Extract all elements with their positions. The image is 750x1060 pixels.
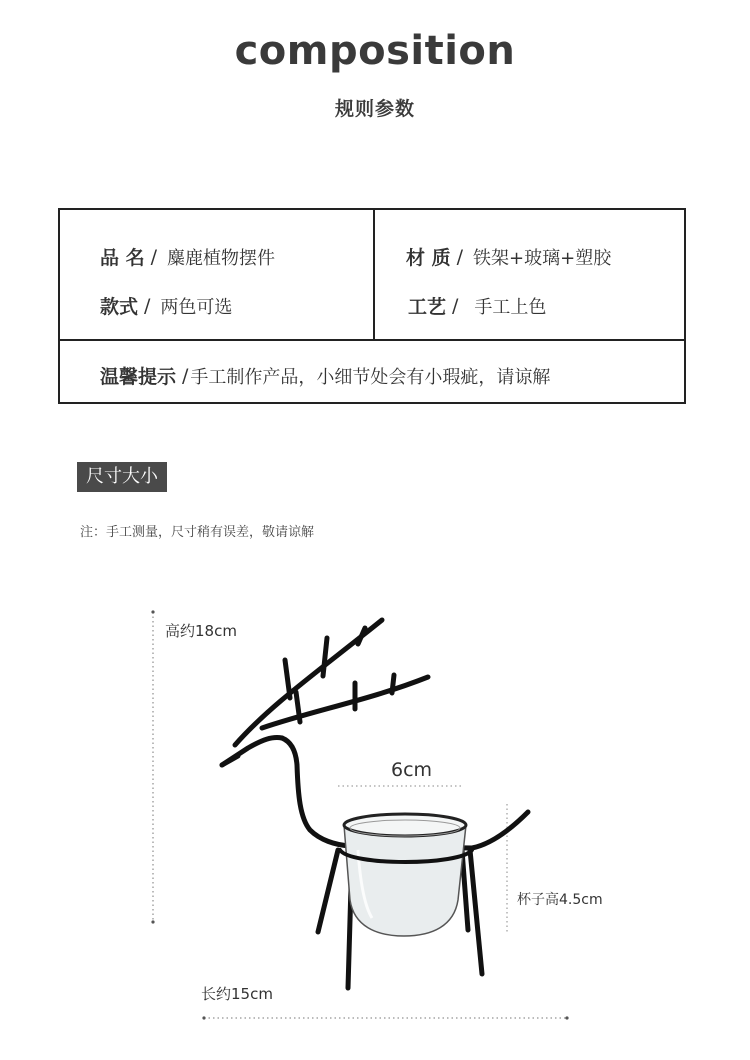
product-dimension-figure xyxy=(0,560,750,1056)
deer-candle-holder-illustration xyxy=(0,560,750,1056)
spec-row-material xyxy=(406,243,611,270)
spec-craft-key: 工艺 xyxy=(408,296,447,318)
cup-height-label: 杯子高4.5cm xyxy=(517,892,603,908)
spec-row-name xyxy=(100,243,275,270)
length-label: 长约15cm xyxy=(201,985,273,1003)
spec-row-style xyxy=(100,292,232,319)
spec-name-key: 品 名 xyxy=(100,247,145,269)
spec-tip-key: 温馨提示 xyxy=(100,366,177,388)
deer-frame xyxy=(222,620,528,988)
glass-cup xyxy=(344,814,466,936)
spec-separator: / xyxy=(182,364,189,387)
spec-table-divider-vertical xyxy=(373,210,375,339)
spec-table xyxy=(58,208,686,404)
size-section-badge: 尺寸大小 xyxy=(77,462,167,492)
page-title-en: composition xyxy=(234,28,516,74)
spec-material-key: 材 质 xyxy=(406,247,451,269)
spec-separator: / xyxy=(144,294,151,317)
spec-row-tip xyxy=(100,362,550,389)
spec-name-value: 麋鹿植物摆件 xyxy=(167,247,276,269)
spec-style-key: 款式 xyxy=(100,296,139,318)
cup-width-label: 6cm xyxy=(391,759,433,781)
measurement-note: 注：手工测量，尺寸稍有误差，敬请谅解 xyxy=(80,525,315,540)
spec-material-value: 铁架+玻璃+塑胶 xyxy=(473,247,612,269)
page-subtitle-cn: 规则参数 xyxy=(334,98,415,120)
spec-tip-value: 手工制作产品，小细节处会有小瑕疵，请谅解 xyxy=(190,366,551,388)
spec-style-value: 两色可选 xyxy=(160,296,233,318)
spec-row-craft xyxy=(408,292,546,319)
spec-separator: / xyxy=(456,245,464,268)
height-label: 高约18cm xyxy=(165,622,237,640)
spec-separator: / xyxy=(150,245,158,268)
spec-separator: / xyxy=(452,294,459,317)
spec-craft-value: 手工上色 xyxy=(474,296,547,318)
spec-table-divider-horizontal xyxy=(60,339,684,341)
